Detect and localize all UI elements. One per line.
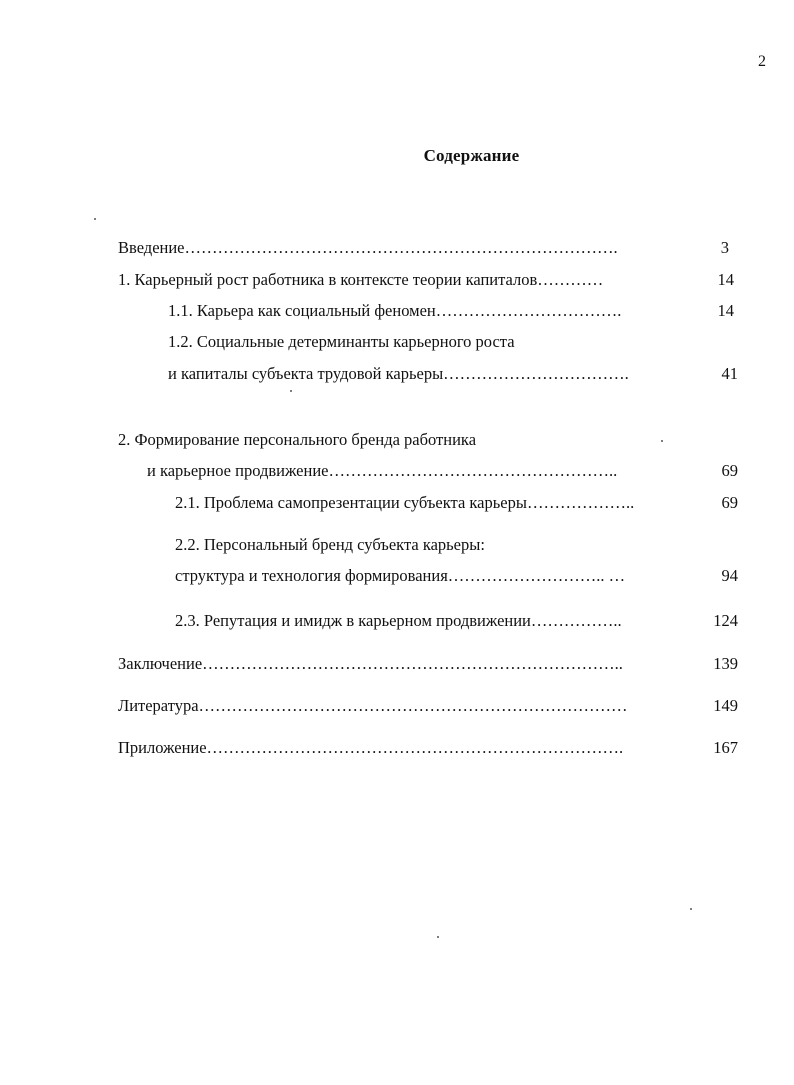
toc-page-section-1-1: 14 bbox=[717, 301, 734, 320]
toc-page-intro: 3 bbox=[720, 238, 729, 257]
toc-entry-section-2-1: 2.1. Проблема самопрезентации субъекта карьеры……………….. bbox=[175, 493, 635, 512]
toc-page-appendix: 167 bbox=[713, 738, 738, 757]
toc-entry-intro: Введение……………………………………………………………………. bbox=[118, 238, 618, 257]
toc-entry-chapter-2-cont: и карьерное продвижение…………………………………………….. bbox=[147, 461, 618, 480]
toc-page-section-2-3: 124 bbox=[713, 611, 738, 630]
toc-entry-section-1-2-cont: и капиталы субъекта трудовой карьеры……………………………. bbox=[168, 364, 629, 383]
toc-page-chapter-1: 14 bbox=[717, 270, 734, 289]
toc-entry-chapter-2: 2. Формирование персонального бренда работника bbox=[118, 430, 477, 449]
toc-page-conclusion: 139 bbox=[713, 654, 738, 673]
scan-speck bbox=[94, 218, 96, 220]
toc-page-section-2-2: 94 bbox=[721, 566, 738, 585]
toc-entry-section-2-2-cont: структура и технология формирования……………………….. … bbox=[175, 566, 626, 585]
toc-entry-section-2-2: 2.2. Персональный бренд субъекта карьеры: bbox=[175, 535, 485, 554]
page-title: Содержание bbox=[423, 146, 520, 165]
toc-entry-literature: Литература…………………………………………………………………… bbox=[118, 696, 628, 715]
scan-speck bbox=[661, 440, 663, 442]
toc-page-section-1-2: 41 bbox=[721, 364, 738, 383]
toc-entry-section-2-3: 2.3. Репутация и имидж в карьерном продвижении…………….. bbox=[175, 611, 622, 630]
toc-page-chapter-2: 69 bbox=[721, 461, 738, 480]
scan-speck bbox=[290, 390, 292, 392]
toc-page-section-2-1: 69 bbox=[721, 493, 738, 512]
scan-speck bbox=[690, 908, 692, 910]
toc-entry-conclusion: Заключение………………………………………………………………….. bbox=[118, 654, 623, 673]
toc-entry-appendix: Приложение…………………………………………………………………. bbox=[118, 738, 624, 757]
toc-entry-section-1-1: 1.1. Карьера как социальный феномен……………………………. bbox=[168, 301, 622, 320]
page-number: 2 bbox=[758, 53, 766, 70]
scan-speck bbox=[437, 936, 439, 938]
toc-entry-section-1-2: 1.2. Социальные детерминанты карьерного роста bbox=[168, 332, 515, 351]
toc-entry-chapter-1: 1. Карьерный рост работника в контексте теории капиталов………… bbox=[118, 270, 604, 289]
toc-page-literature: 149 bbox=[713, 696, 738, 715]
